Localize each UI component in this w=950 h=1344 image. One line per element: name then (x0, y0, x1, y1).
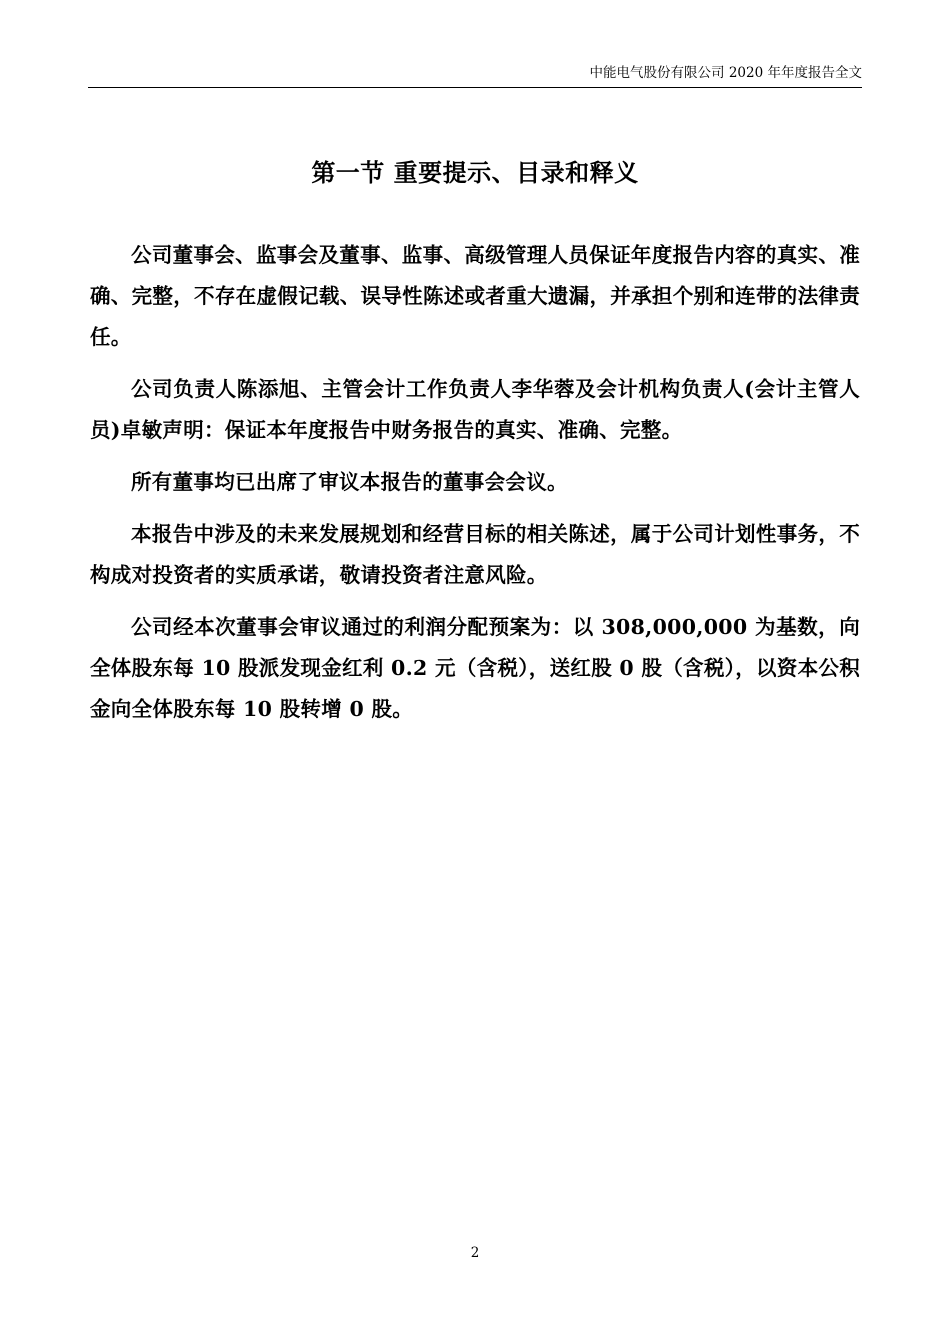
paragraph-risk-notice: 本报告中涉及的未来发展规划和经营目标的相关陈述，属于公司计划性事务，不构成对投资者的实质承诺，敬请投资者注意风险。 (90, 522, 860, 587)
paragraph-responsibility-statement: 公司董事会、监事会及董事、监事、高级管理人员保证年度报告内容的真实、准确、完整，不存在虚假记载、误导性陈述或者重大遗漏，并承担个别和连带的法律责任。 (90, 243, 860, 349)
paragraph-profit-distribution: 公司经本次董事会审议通过的利润分配预案为：以 308,000,000 为基数，向全体股东每 10 股派发现金红利 0.2 元（含税），送红股 0 股（含税），以资本公积金向全体股东每 10 股转增 0 股。 (90, 615, 860, 721)
page-number: 2 (470, 1245, 480, 1261)
body-text (90, 235, 860, 741)
paragraph-financial-statement-declaration: 公司负责人陈添旭、主管会计工作负责人李华蓉及会计机构负责人(会计主管人员)卓敏声明：保证本年度报告中财务报告的真实、准确、完整。 (90, 377, 860, 442)
header-rule (88, 87, 862, 88)
section-title: 第一节 重要提示、目录和释义 (311, 158, 639, 187)
paragraph-board-attendance: 所有董事均已出席了审议本报告的董事会会议。 (131, 470, 568, 494)
page-header: 中能电气股份有限公司 2020 年年度报告全文 (589, 65, 862, 81)
